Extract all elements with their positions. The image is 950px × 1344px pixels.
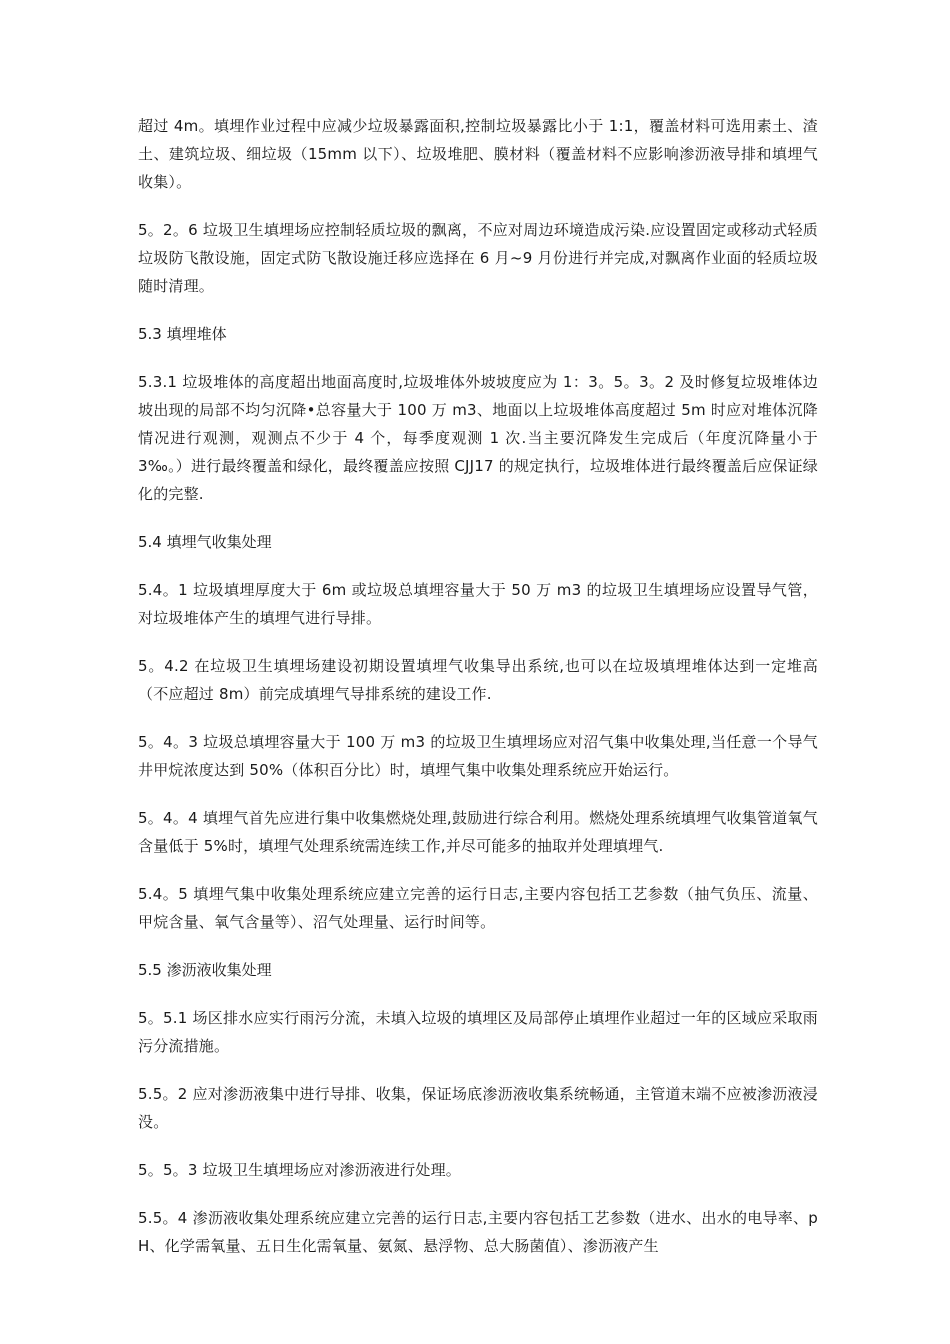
section-heading-5-5: 5.5 渗沥液收集处理: [138, 961, 272, 979]
paragraph-5-5-4: 5.5。4 渗沥液收集处理系统应建立完善的运行日志,主要内容包括工艺参数（进水、出水的电导率、pH、化学需氧量、五日生化需氧量、氨氮、悬浮物、总大肠菌值）、渗沥液产生: [138, 1209, 818, 1255]
paragraph-5-4-4: 5。4。4 填埋气首先应进行集中收集燃烧处理,鼓励进行综合利用。燃烧处理系统填埋气收集管道氧气含量低于 5%时，填埋气处理系统需连续工作,并尽可能多的抽取并处理填埋气.: [138, 809, 818, 855]
paragraph-5-4-1: 5.4。1 垃圾填埋厚度大于 6m 或垃圾总填埋容量大于 50 万 m3 的垃圾卫生填埋场应设置导气管，对垃圾堆体产生的填埋气进行导排。: [138, 581, 818, 627]
paragraph-5-5-3: 5。5。3 垃圾卫生填埋场应对渗沥液进行处理。: [138, 1161, 462, 1179]
paragraph-5-5-1: 5。5.1 场区排水应实行雨污分流，未填入垃圾的填埋区及局部停止填埋作业超过一年的区域应采取雨污分流措施。: [138, 1009, 818, 1055]
section-heading-5-4: 5.4 填埋气收集处理: [138, 533, 272, 551]
paragraph-cover-materials: 超过 4m。填埋作业过程中应减少垃圾暴露面积,控制垃圾暴露比小于 1:1，覆盖材料可选用素土、渣土、建筑垃圾、细垃圾（15mm 以下）、垃圾堆肥、膜材料（覆盖材料不应影响渗沥液导排和填埋气收集）。: [138, 117, 818, 191]
paragraph-5-4-5: 5.4。5 填埋气集中收集处理系统应建立完善的运行日志,主要内容包括工艺参数（抽气负压、流量、甲烷含量、氧气含量等）、沼气处理量、运行时间等。: [138, 885, 818, 931]
paragraph-5-2-6: 5。2。6 垃圾卫生填埋场应控制轻质垃圾的飘离，不应对周边环境造成污染.应设置固定或移动式轻质垃圾防飞散设施，固定式防飞散设施迁移应选择在 6 月~9 月份进行并完成,对飘离作业面的轻质垃圾随时清理。: [138, 221, 818, 295]
paragraph-5-4-3: 5。4。3 垃圾总填埋容量大于 100 万 m3 的垃圾卫生填埋场应对沼气集中收集处理,当任意一个导气井甲烷浓度达到 50%（体积百分比）时，填埋气集中收集处理系统应开始运行。: [138, 733, 818, 779]
section-heading-5-3: 5.3 填埋堆体: [138, 325, 227, 343]
paragraph-5-5-2: 5.5。2 应对渗沥液集中进行导排、收集，保证场底渗沥液收集系统畅通，主管道末端不应被渗沥液浸没。: [138, 1085, 818, 1131]
paragraph-5-4-2: 5。4.2 在垃圾卫生填埋场建设初期设置填埋气收集导出系统,也可以在垃圾填埋堆体达到一定堆高（不应超过 8m）前完成填埋气导排系统的建设工作.: [138, 657, 818, 703]
document-page: [138, 112, 818, 1280]
paragraph-5-3-1: 5.3.1 垃圾堆体的高度超出地面高度时,垃圾堆体外坡坡度应为 1：3。5。3。2 及时修复垃圾堆体边坡出现的局部不均匀沉降•总容量大于 100 万 m3、地面以上垃圾堆体高度超过 5m 时应对堆体沉降情况进行观测，观测点不少于 4 个，每季度观测 1 次.当主要沉降发生完成后（年度沉降量小于 3‰。）进行最终覆盖和绿化，最终覆盖应按照 CJJ17 的规定执行，垃圾堆体进行最终覆盖后应保证绿化的完整.: [138, 373, 818, 503]
